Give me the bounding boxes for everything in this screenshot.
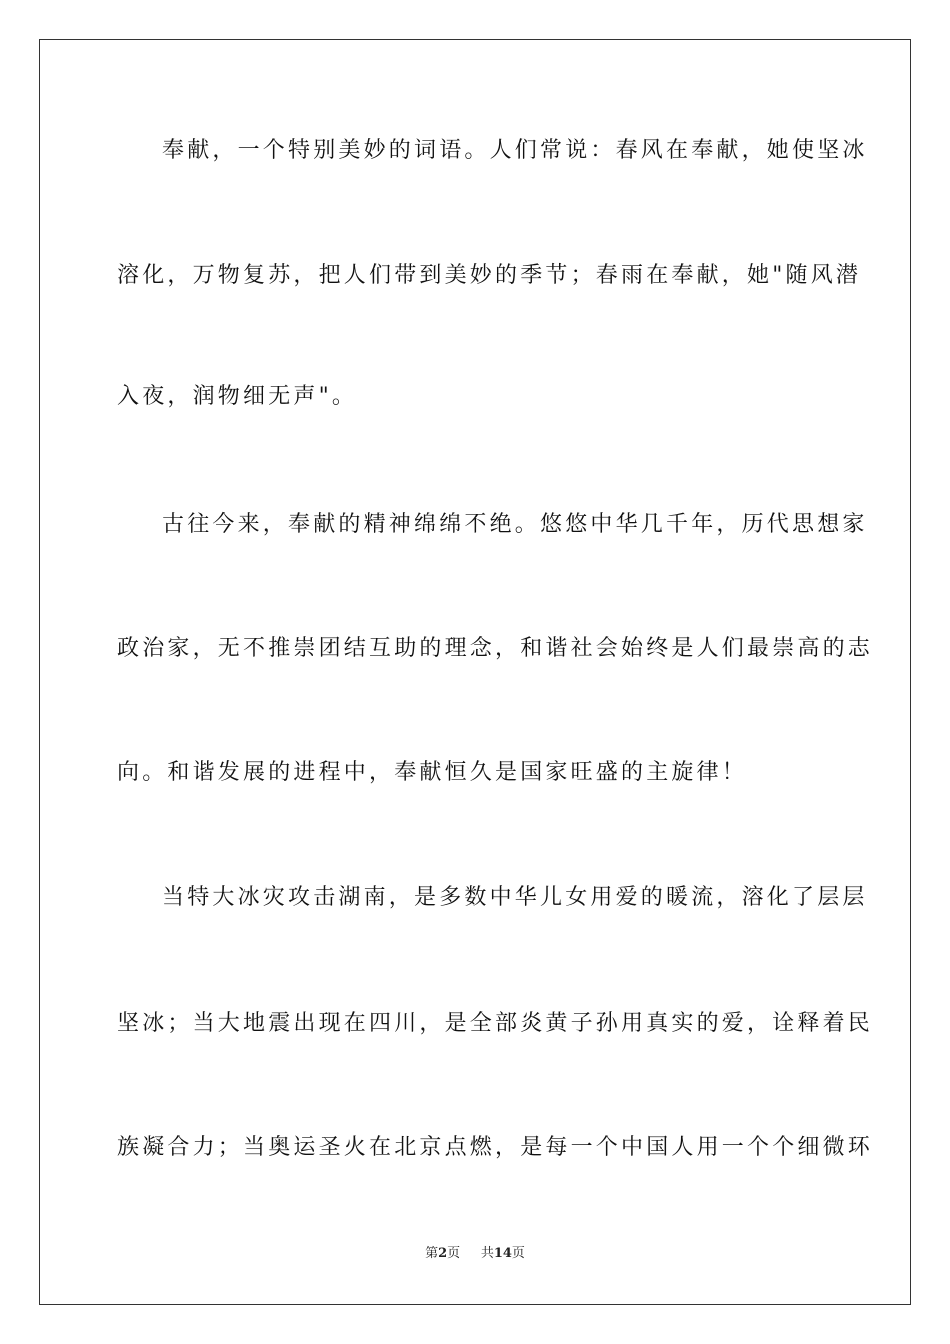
- total-pages: 14: [493, 1246, 512, 1261]
- paragraph-3-line-3: 族凝合力；当奥运圣火在北京点燃，是每一个中国人用一个个细微环: [117, 1135, 874, 1160]
- paragraph-2-line-1: 古往今来，奉献的精神绵绵不绝。悠悠中华几千年，历代思想家: [162, 512, 868, 537]
- paragraph-2-line-3: 向。和谐发展的进程中，奉献恒久是国家旺盛的主旋律！: [117, 760, 748, 785]
- paragraph-1-line-1: 奉献，一个特别美妙的词语。人们常说：春风在奉献，她使坚冰: [162, 138, 868, 163]
- paragraph-1-line-2: 溶化，万物复苏，把人们带到美妙的季节；春雨在奉献，她"随风潜: [117, 263, 862, 288]
- page-suffix: 页: [447, 1246, 461, 1261]
- page-number: 2: [438, 1246, 448, 1261]
- total-suffix: 页: [511, 1246, 525, 1261]
- paragraph-3-line-1: 当特大冰灾攻击湖南，是多数中华儿女用爱的暖流，溶化了层层: [162, 885, 868, 910]
- total-prefix: 共: [480, 1246, 494, 1261]
- paragraph-2-line-2: 政治家，无不推崇团结互助的理念，和谐社会始终是人们最崇高的志: [117, 636, 874, 661]
- page-border: [39, 39, 911, 1305]
- paragraph-3-line-2: 坚冰；当大地震出现在四川，是全部炎黄子孙用真实的爱，诠释着民: [117, 1011, 874, 1036]
- page-prefix: 第: [425, 1246, 439, 1261]
- paragraph-1-line-3: 入夜，润物细无声"。: [117, 384, 358, 409]
- page-footer: [0, 1246, 950, 1262]
